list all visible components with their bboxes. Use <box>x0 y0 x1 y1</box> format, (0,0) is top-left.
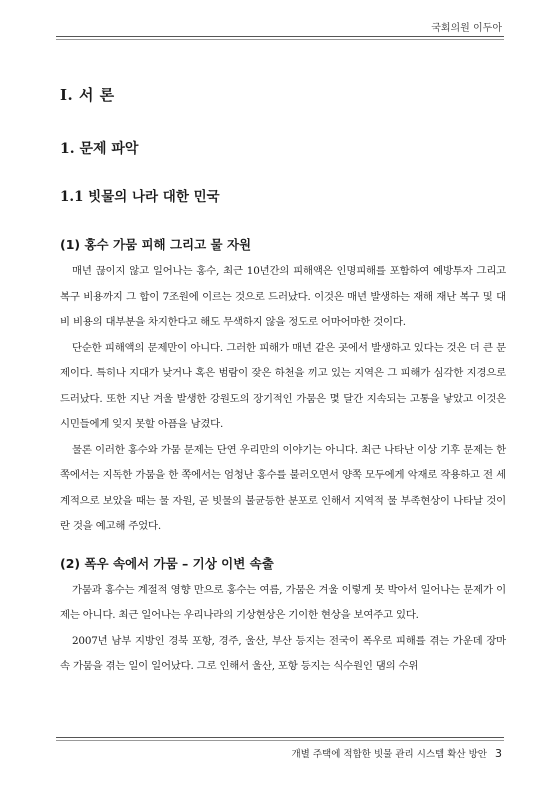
chapter-heading: I. 서 론 <box>60 86 115 104</box>
subsection-heading: 1.1 빗물의 나라 대한 민국 <box>60 189 220 205</box>
page-content <box>60 84 506 680</box>
paragraph: 2007년 남부 지방인 경북 포항, 경주, 울산, 부산 등지는 전국이 폭우로 피해를 겪는 가운데 장마 속 가뭄을 겪는 일이 일어났다. 그로 인해서 울산, 포항 등지는 식수원인 댐의 수위 <box>60 634 506 672</box>
footer-rule <box>56 737 504 738</box>
header-author: 국회의원 이두아 <box>431 23 502 34</box>
item-heading-2: (2) 폭우 속에서 가뭄 – 기상 이변 속출 <box>60 555 274 571</box>
page-number: 3 <box>495 747 502 760</box>
section-gap <box>60 540 506 554</box>
paragraph: 매년 끊이지 않고 일어나는 홍수, 최근 10년간의 피해액은 인명피해를 포함하여 예방투자 그리고 복구 비용까지 그 합이 7조원에 이르는 것으로 드러났다. 이것은 매년 발생하는 재해 재난 복구 및 대비 비용의 대부분을 차지한다고 해도 무색하지 않을 정도로 어마어마한 것이다. <box>60 265 506 328</box>
header-rule <box>56 36 504 37</box>
page-footer <box>291 746 502 760</box>
paragraph: 가뭄과 홍수는 계절적 영향 만으로 홍수는 여름, 가뭄은 겨울 이렇게 못 박아서 일어나는 문제가 이제는 아니다. 최근 일어나는 우리나라의 기상현상은 기이한 현상을 보여주고 있다. <box>60 583 506 621</box>
header-rule-thin <box>56 39 504 40</box>
paragraph: 단순한 피해액의 문제만이 아니다. 그러한 피해가 매년 같은 곳에서 발생하고 있다는 것은 더 큰 문제이다. 특히나 지대가 낮거나 혹은 범람이 잦은 하천을 끼고 있는 지역은 그 피해가 심각한 지경으로 드러났다. 또한 지난 겨울 발생한 강원도의 장기적인 가뭄은 몇 달간 지속되는 고통을 낳았고 이것은 시민들에게 잊지 못할 아픔을 남겼다. <box>60 341 506 430</box>
paragraph: 물론 이러한 홍수와 가뭄 문제는 단연 우리만의 이야기는 아니다. 최근 나타난 이상 기후 문제는 한쪽에서는 지독한 가뭄을 한 쪽에서는 엄청난 홍수를 불러오면서 양쪽 모두에게 악재로 작용하고 전 세계적으로 보았을 때는 물 자원, 곧 빗물의 불균등한 분포로 인해서 지역적 물 부족현상이 나타날 것이란 것을 예고해 주었다. <box>60 443 506 532</box>
footer-title: 개별 주택에 적합한 빗물 관리 시스템 확산 방안 <box>291 749 487 760</box>
section-heading: 1. 문제 파악 <box>60 141 139 157</box>
footer-rule-thin <box>56 740 504 741</box>
item-heading-1: (1) 홍수 가뭄 피해 그리고 물 자원 <box>60 237 252 252</box>
